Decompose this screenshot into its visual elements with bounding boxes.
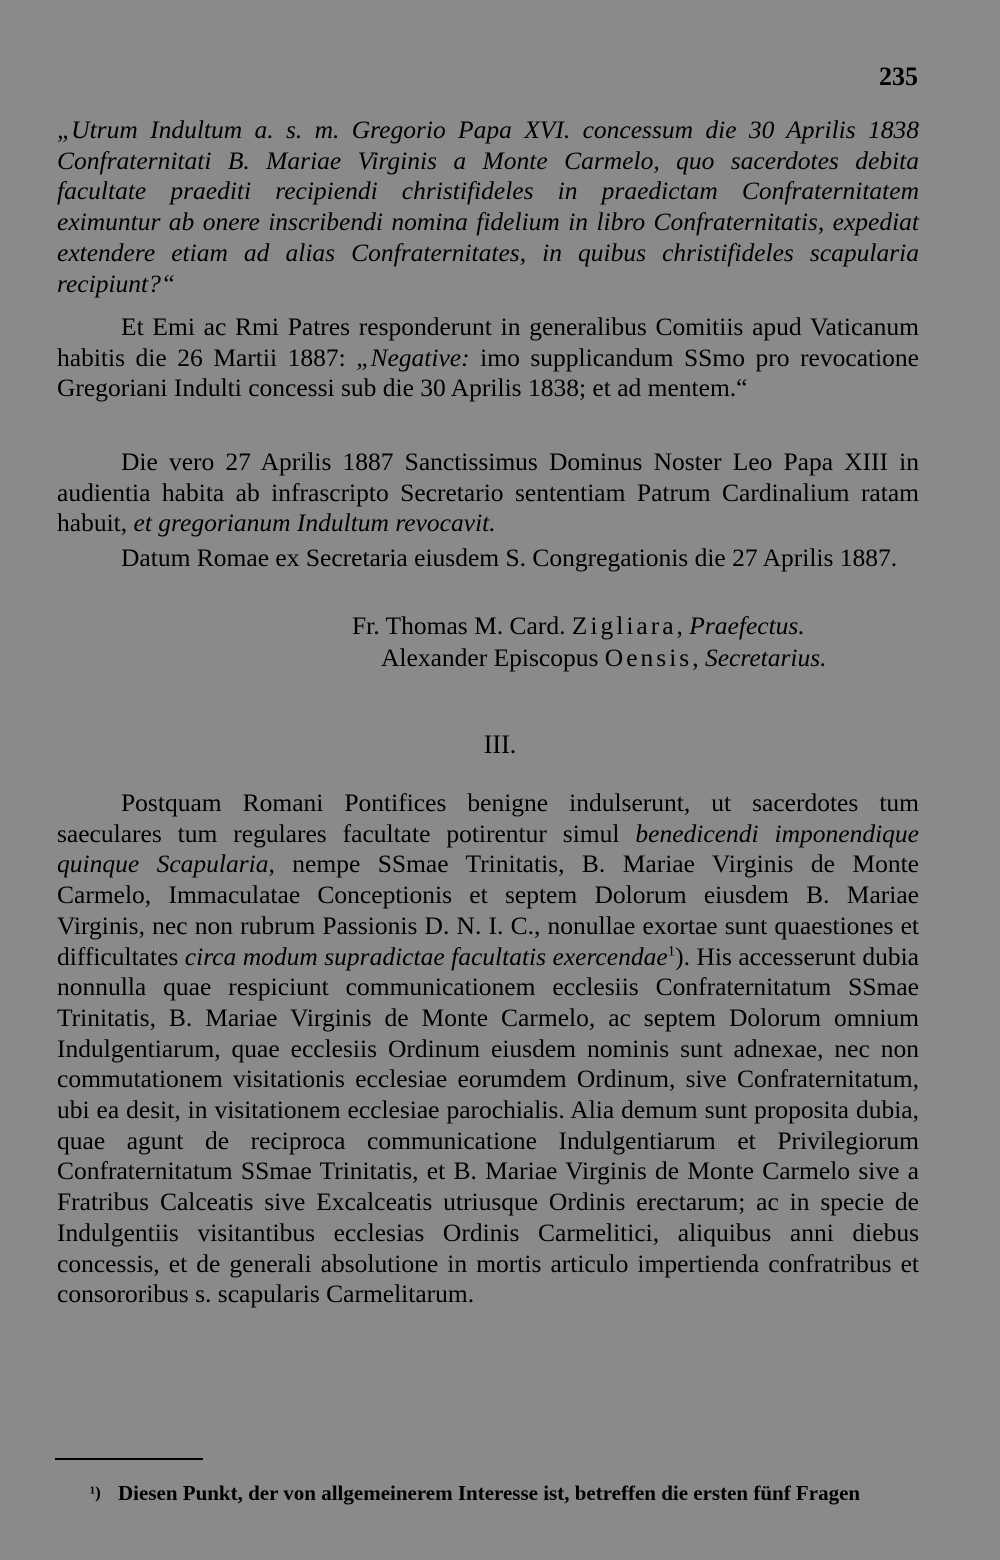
sig2-prefix: Alexander Episcopus <box>381 643 605 672</box>
paragraph-main <box>57 788 919 1310</box>
footnote <box>90 1480 918 1506</box>
para4-t3: ). His accesserunt dubia nonnulla quae respiciunt communicationem ecclesiis Confraternitatum SSmae Trinitatis, B. Mariae Virginis de Monte Carmelo, ac septem Dolorum omnium Indulgentiarum, quae ecclesiis Ordinum eiusdem nominis sunt adnexae, nec non commutationem visitationis ecclesiae eorumdem Ordinum, sive Confraternitatum, ubi ea desit, in visitationem ecclesiae parochialis. Alia demum sunt proposita dubia, quae agunt de reciproca communicatione Indulgentiarum et Privilegiorum Confraternitatum SSmae Trinitatis, et B. Mariae Virginis de Monte Carmelo sive a Fratribus Calceatis sive Excalceatis utriusque Ordinis erectarum; ac in specie de Indulgentiis visitantibus ecclesias Ordinis Carmelitici, aliquibus anni diebus concessis, et de generali absolutione in mortis articulo impertienda confratribus et consororibus s. scapularis Carmelitarum. <box>57 941 919 1309</box>
footnote-text: Diesen Punkt, der von allgemeinerem Interesse ist, betreffen die ersten fünf Fragen <box>118 1481 861 1505</box>
para2-italic: et gregorianum Indultum revocavit. <box>133 508 496 538</box>
footnote-reference: 1 <box>667 943 676 960</box>
page-number: 235 <box>879 62 918 91</box>
quoted-question <box>57 115 919 299</box>
para1-after: imo supplicandum SSmo pro revocatione Gregoriani Indulti concessi sub die 30 Aprilis 1838; et ad mentem.“ <box>57 342 919 403</box>
para4-t2: nempe SSmae Trinitatis, B. Mariae Virginis de Monte Carmelo, Immaculatae Conceptionis et septem Dolorum eiusdem B. Mariae Virginis, nec non rubrum Passionis D. N. I. C., nonullae exortae sunt quaestiones et difficultates <box>57 849 919 971</box>
para1-italic: „Negative: <box>356 342 470 372</box>
para2-text: Die vero 27 Aprilis 1887 Sanctissimus Dominus Noster Leo Papa XIII in audientia habita ab infrascripto Secretario sententiam Patrum Cardinalium ratam habuit, <box>57 447 919 538</box>
signature-secretary <box>381 642 827 673</box>
para3-text: Datum Romae ex Secretaria eiusdem S. Congregationis die 27 Aprilis 1887. <box>121 543 898 572</box>
sig1-title: Praefectus. <box>689 611 805 640</box>
paragraph-datum <box>57 543 919 574</box>
section-heading: III. <box>483 730 517 759</box>
footnote-divider <box>55 1458 203 1460</box>
signature-prefect <box>352 610 805 641</box>
sig2-title: Secretarius. <box>704 643 827 672</box>
paragraph-audience <box>57 447 919 539</box>
para1-before: Et Emi ac Rmi Patres responderunt in generalibus Comitiis apud Vaticanum habitis die 26 Martii 1887: <box>57 312 919 372</box>
sig1-name: Zigliara <box>571 611 677 640</box>
sig1-sep: , <box>676 611 690 640</box>
sig2-name: Oensis <box>604 643 693 672</box>
sig2-sep: , <box>692 643 705 672</box>
para4-i2: circa modum supradictae facultatis exercendae <box>184 941 668 971</box>
footnote-mark: ¹) <box>90 1483 101 1502</box>
paragraph-response <box>57 312 919 404</box>
quote-text: „Utrum Indultum a. s. m. Gregorio Papa XVI. concessum die 30 Aprilis 1838 Confraternitati B. Mariae Virginis a Monte Carmelo, quo sacerdotes debita facultate praediti recipiendi christifideles in praedictam Confraternitatem eximuntur ab onere inscribendi nomina fidelium in libro Confraternitatis, expediat extendere etiam ad alias Confraternitates, in quibus christifideles scapularia recipiunt?“ <box>57 115 919 298</box>
para4-t1: Postquam Romani Pontifices benigne indulserunt, ut sacerdotes tum saeculares tum regulares facultate potirentur simul <box>57 788 919 848</box>
para4-i1: benedicendi imponendique quinque Scapularia, <box>57 818 919 879</box>
sig1-prefix: Fr. Thomas M. Card. <box>352 611 572 640</box>
